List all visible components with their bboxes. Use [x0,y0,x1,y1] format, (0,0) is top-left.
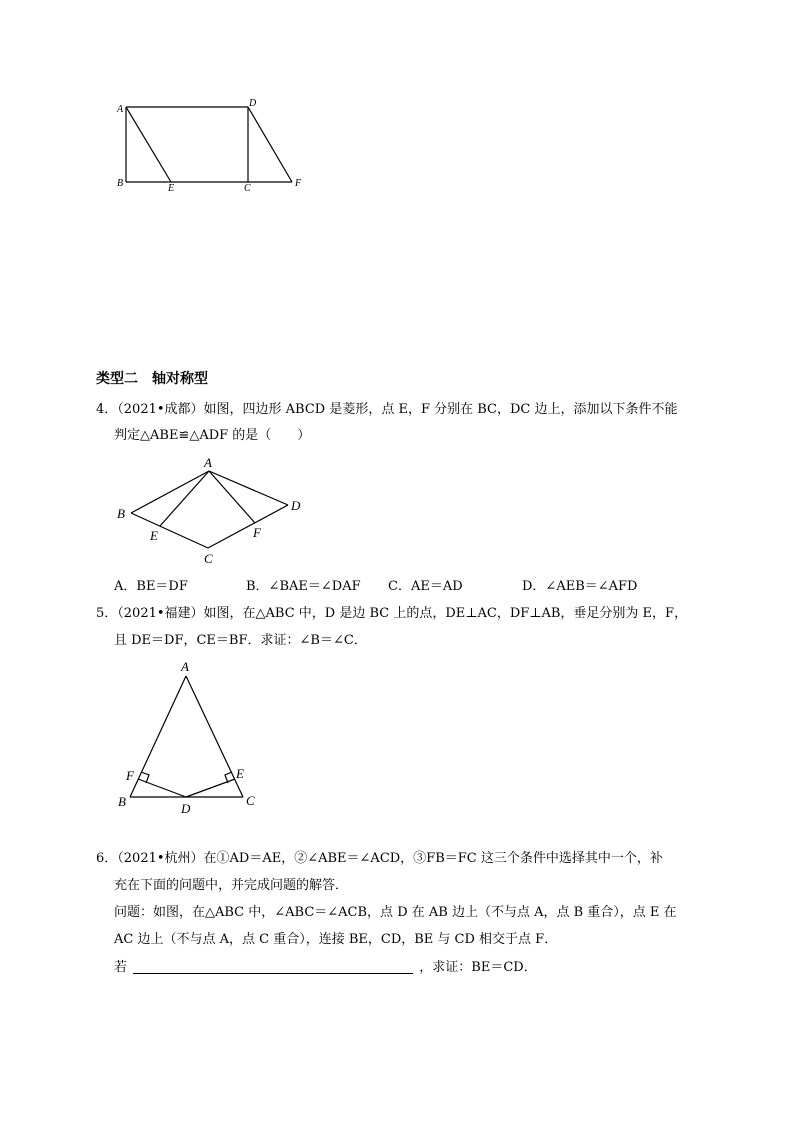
label-f: F [295,178,302,189]
q5-stem-line1: 5．（2021•福建）如图，在△ABC 中，D 是边 BC 上的点，DE⊥AC，DF⊥AB，垂足分别为 E，F， [96,606,688,621]
rhombus-bc [131,513,208,548]
label-q5-c: C [246,793,255,808]
q5-stem-line2: 且 DE＝DF，CE＝BF．求证：∠B＝∠C． [114,633,367,648]
segment-df [248,107,292,182]
label-q5-e: E [236,766,244,781]
label-q4-f: F [253,525,261,540]
rhombus-ae [160,471,209,526]
label-d: D [249,98,257,109]
rhombus-ad [209,471,288,505]
label-q5-f: F [126,768,134,783]
label-q5-a: A [181,659,189,674]
label-q4-c: C [204,551,213,566]
label-a: A [117,104,124,115]
segment-df [138,779,186,797]
q6-if-prefix: 若 [114,960,128,975]
label-b: B [117,178,124,189]
q6-answer-blank[interactable] [133,959,413,974]
q4-option-c: C．AE＝AD [388,579,463,594]
q4-option-d: D．∠AEB＝∠AFD [522,579,638,594]
q6-stem-line1: 6．（2021•杭州）在①AD＝AE，②∠ABE＝∠ACD，③FB＝FC 这三个条件中选择其中一个，补 [96,851,663,866]
q6-stem-line5 [114,959,537,977]
label-e: E [168,183,175,194]
rhombus-af [209,471,255,523]
q6-stem-line3: 问题：如图，在△ABC 中，∠ABC＝∠ACB，点 D 在 AB 边上（不与点 A，点 B 重合），点 E 在 [114,905,677,920]
label-q4-b: B [117,506,125,521]
label-q5-b: B [118,794,126,809]
label-q4-a: A [204,455,212,470]
label-q5-d: D [181,801,191,816]
q6-prove-suffix: ，求证：BE＝CD． [419,960,537,975]
q4-stem-line1: 4．（2021•成都）如图，四边形 ABCD 是菱形，点 E，F 分别在 BC，DC 边上，添加以下条件不能 [96,402,678,417]
label-q4-d: D [291,498,301,513]
segment-ae [126,107,171,182]
q4-stem-line2: 判定△ABE≌△ADF 的是（ ） [114,428,311,443]
q4-option-b: B．∠BAE＝∠DAF [246,579,361,594]
rhombus-dc [208,505,288,548]
section-title: 类型二 轴对称型 [96,371,208,387]
q4-option-a: A．BE＝DF [114,579,188,594]
rhombus-ab [131,471,209,513]
label-q4-e: E [150,528,158,543]
q6-stem-line2: 充在下面的问题中，并完成问题的解答． [114,878,349,893]
q6-stem-line4: AC 边上（不与点 A，点 C 重合），连接 BE，CD，BE 与 CD 相交于点 F． [114,932,558,947]
label-c: C [244,183,251,194]
